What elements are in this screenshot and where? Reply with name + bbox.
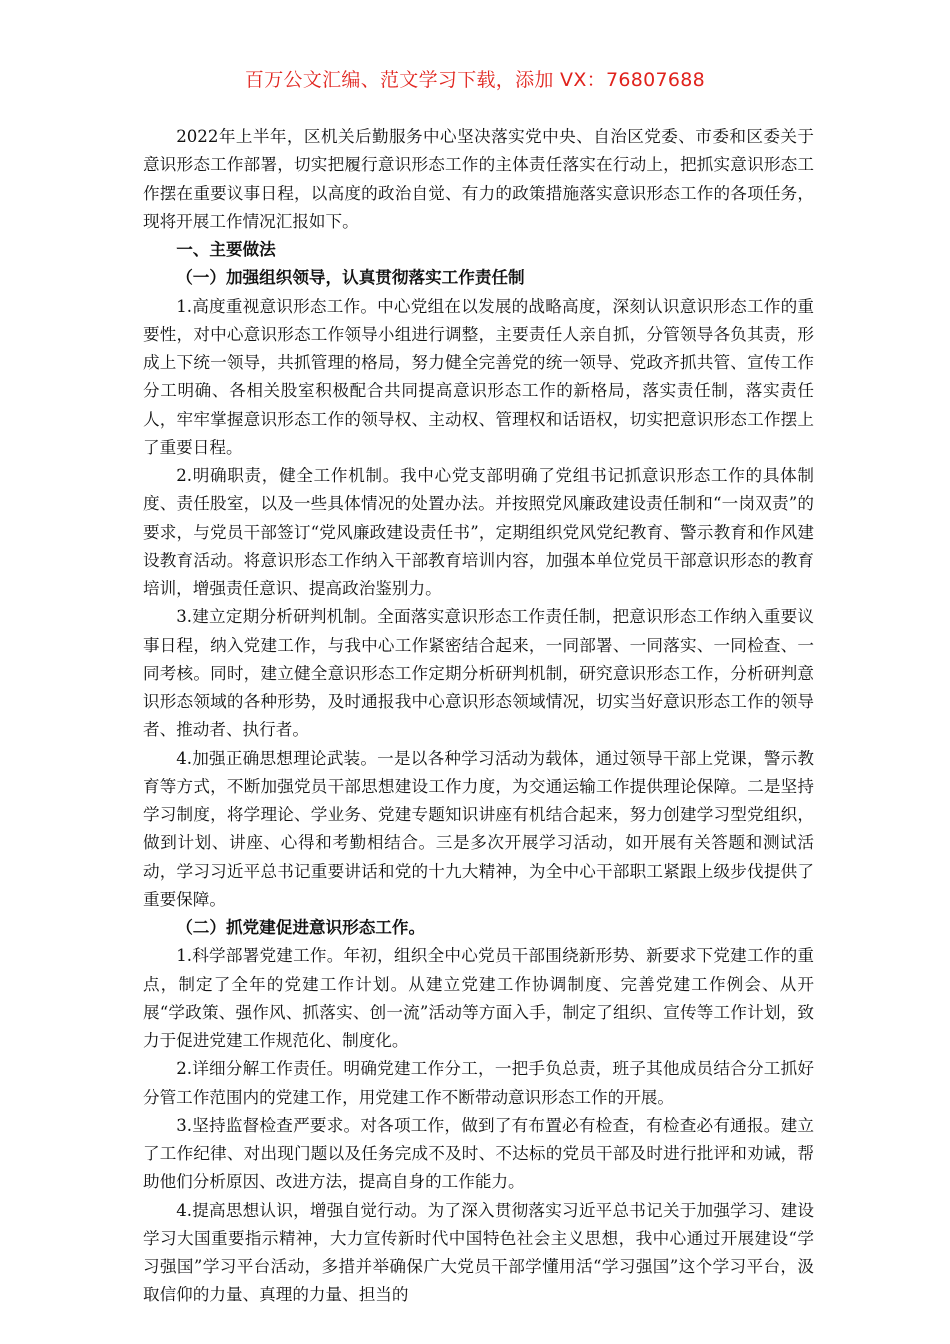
- list-item: 3.建立定期分析研判机制。全面落实意识形态工作责任制，把意识形态工作纳入重要议事日程，纳入党建工作，与我中心工作紧密结合起来，一同部署、一同落实、一同检查、一同考核。同时，建立健全意识形态工作定期分析研判机制，研究意识形态工作，分析研判意识形态领域的各种形势，及时通报我中心意识形态领域情况，切实当好意识形态工作的领导者、推动者、执行者。: [143, 607, 814, 740]
- list-item: 4.提高思想认识，增强自觉行动。为了深入贯彻落实习近平总书记关于加强学习、建设学习大国重要指示精神，大力宣传新时代中国特色社会主义思想，我中心通过开展建设“学习强国”学习平台活动，多措并举确保广大党员干部学懂用活“学习强国”这个学习平台，汲取信仰的力量、真理的力量、担当的: [143, 1200, 814, 1305]
- section-heading-main-practices: 一、主要做法: [176, 240, 276, 259]
- header-banner: 百万公文汇编、范文学习下载，添加 VX：76807688: [244, 69, 706, 91]
- document-body: [143, 123, 814, 1310]
- list-item: 1.科学部署党建工作。年初，组织全中心党员干部围绕新形势、新要求下党建工作的重点，制定了全年的党建工作计划。从建立党建工作协调制度、完善党建工作例会、从开展“学政策、强作风、抓落实、创一流”活动等方面入手，制定了组织、宣传等工作计划，致力于促进党建工作规范化、制度化。: [143, 946, 814, 1050]
- list-item: 1.高度重视意识形态工作。中心党组在以发展的战略高度，深刻认识意识形态工作的重要性，对中心意识形态工作领导小组进行调整，主要责任人亲自抓，分管领导各负其责，形成上下统一领导，共抓管理的格局，努力健全完善党的统一领导、党政齐抓共管、宣传工作分工明确、各相关股室积极配合共同提高意识形态工作的新格局，落实责任制，落实责任人，牢牢掌握意识形态工作的领导权、主动权、管理权和话语权，切实把意识形态工作摆上了重要日程。: [143, 296, 814, 457]
- list-item: 2.详细分解工作责任。明确党建工作分工，一把手负总责，班子其他成员结合分工抓好分管工作范围内的党建工作，用党建工作不断带动意识形态工作的开展。: [143, 1059, 814, 1107]
- subsection-heading-organization: （一）加强组织领导，认真贯彻落实工作责任制: [176, 268, 525, 288]
- list-item: 3.坚持监督检查严要求。对各项工作，做到了有布置必有检查，有检查必有通报。建立了工作纪律、对出现门题以及任务完成不及时、不达标的党员干部及时进行批评和劝诫，帮助他们分析原因、改进方法，提高自身的工作能力。: [143, 1115, 814, 1192]
- intro-paragraph: 2022年上半年，区机关后勤服务中心坚决落实党中央、自治区党委、市委和区委关于意识形态工作部署，切实把履行意识形态工作的主体责任落实在行动上，把抓实意识形态工作摆在重要议事日程，以高度的政治自觉、有力的政策措施落实意识形态工作的各项任务，现将开展工作情况汇报如下。: [143, 127, 814, 231]
- list-item: 2.明确职责，健全工作机制。我中心党支部明确了党组书记抓意识形态工作的具体制度、责任股室，以及一些具体情况的处置办法。并按照党风廉政建设责任制和“一岗双责”的要求，与党员干部签订“党风廉政建设责任书”，定期组织党风党纪教育、警示教育和作风建设教育活动。将意识形态工作纳入干部教育培训内容，加强本单位党员干部意识形态的教育培训，增强责任意识、提高政治鉴别力。: [143, 466, 814, 598]
- list-item: 4.加强正确思想理论武装。一是以各种学习活动为载体，通过领导干部上党课，警示教育等方式，不断加强党员干部思想建设工作力度，为交通运输工作提供理论保障。二是坚持学习制度，将学理论、学业务、党建专题知识讲座有机结合起来，努力创建学习型党组织，做到计划、讲座、心得和考勤相结合。三是多次开展学习活动，如开展有关答题和测试活动，学习习近平总书记重要讲话和党的十九大精神，为全中心干部职工紧跟上级步伐提供了重要保障。: [143, 748, 814, 909]
- subsection-heading-party-building: （二）抓党建促进意识形态工作。: [176, 918, 426, 937]
